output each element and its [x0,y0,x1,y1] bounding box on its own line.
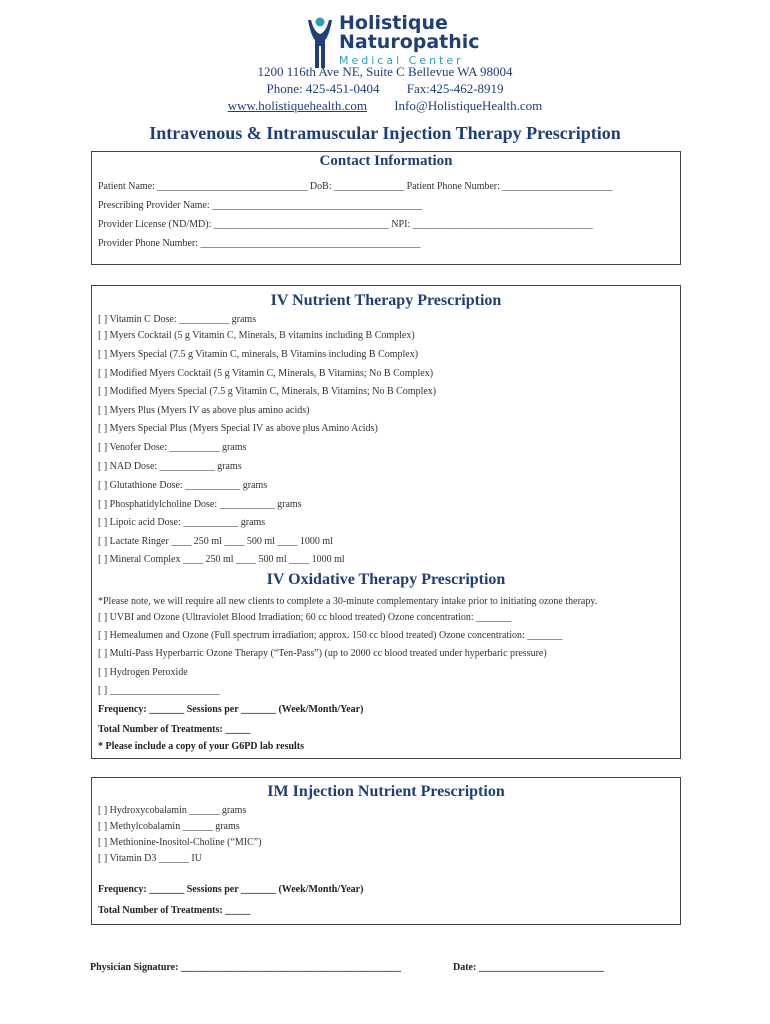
im-injection-heading: IM Injection Nutrient Prescription [267,783,505,800]
logo [305,12,480,70]
logo-title-line1: Holistique [339,12,448,34]
logo-subtitle: Medical Center [339,54,464,67]
iv-oxidative-heading: IV Oxidative Therapy Prescription [266,571,506,588]
ox-total-treatments[interactable]: Total Number of Treatments: _____ [98,724,251,735]
contact-information-box [91,151,681,265]
fax: Fax:425-462-8919 [406,81,504,96]
logo-figure-icon [305,16,335,70]
web-email-row [0,98,770,114]
g6pd-note: * Please include a copy of your G6PD lab results [98,741,305,752]
im-hydroxycobalamin[interactable]: [ ] Hydroxycobalamin ______ grams [98,805,247,816]
iv-nad[interactable]: [ ] NAD Dose: ___________ grams [98,461,242,472]
im-injection-box [91,777,681,925]
ox-uvbi-ozone[interactable]: [ ] UVBI and Ozone (Ultraviolet Blood Irradiation; 60 cc blood treated) Ozone concentration: _______ [98,612,512,623]
website-link[interactable]: www.holistiquehealth.com [227,98,367,113]
iv-lipoic-acid[interactable]: [ ] Lipoic acid Dose: ___________ grams [98,517,266,528]
iv-glutathione[interactable]: [ ] Glutathione Dose: ___________ grams [98,480,268,491]
iv-nutrient-heading: IV Nutrient Therapy Prescription [270,292,502,309]
im-total-treatments[interactable]: Total Number of Treatments: _____ [98,905,251,916]
iv-myers-cocktail[interactable]: [ ] Myers Cocktail (5 g Vitamin C, Minerals, B vitamins including B Complex) [98,330,415,341]
provider-phone-row[interactable]: Provider Phone Number: ____________________________________________ [98,238,421,249]
document-title: Intravenous & Intramuscular Injection Therapy Prescription [149,123,621,143]
iv-venofer[interactable]: [ ] Venofer Dose: __________ grams [98,442,247,453]
ox-hemealumen-ozone[interactable]: [ ] Hemealumen and Ozone (Full spectrum irradiation; approx. 150 cc blood treated) Ozone concentration: _______ [98,630,563,641]
physician-signature-field[interactable]: Physician Signature: ____________________________________________ [90,962,401,973]
iv-phosphatidylcholine[interactable]: [ ] Phosphatidylcholine Dose: ___________ grams [98,499,302,510]
ozone-intake-note: *Please note, we will require all new clients to complete a 30-minute complementary intake prior to initiating ozone therapy. [98,596,598,607]
ox-hydrogen-peroxide[interactable]: [ ] Hydrogen Peroxide [98,667,188,678]
iv-myers-special-plus[interactable]: [ ] Myers Special Plus (Myers Special IV as above plus Amino Acids) [98,423,378,434]
im-methylcobalamin[interactable]: [ ] Methylcobalamin ______ grams [98,821,240,832]
iv-myers-special[interactable]: [ ] Myers Special (7.5 g Vitamin C, minerals, B Vitamins including B Complex) [98,349,419,360]
im-vitamin-d3[interactable]: [ ] Vitamin D3 ______ IU [98,853,202,864]
ox-frequency[interactable]: Frequency: _______ Sessions per _______ (Week/Month/Year) [98,704,364,715]
patient-row[interactable]: Patient Name: ______________________________ DoB: ______________ Patient Phone Number: ______________________ [98,181,613,192]
address: 1200 116th Ave NE, Suite C Bellevue WA 98004 [257,64,513,79]
im-frequency[interactable]: Frequency: _______ Sessions per _______ (Week/Month/Year) [98,884,364,895]
date-field[interactable]: Date: _________________________ [453,962,604,973]
provider-name-row[interactable]: Prescribing Provider Name: __________________________________________ [98,200,423,211]
iv-myers-plus[interactable]: [ ] Myers Plus (Myers IV as above plus amino acids) [98,405,310,416]
license-npi-row[interactable]: Provider License (ND/MD): ___________________________________ NPI: ____________________________________ [98,219,593,230]
iv-vitamin-c[interactable]: [ ] Vitamin C Dose: __________ grams [98,314,257,325]
ox-other[interactable]: [ ] ______________________ [98,685,220,696]
phone-fax-row [0,81,770,97]
email: Info@HolistiqueHealth.com [394,98,543,113]
logo-title-line2: Naturopathic [339,31,480,53]
phone: Phone: 425-451-0404 [266,81,380,96]
contact-heading: Contact Information [319,153,453,169]
iv-modified-myers-special[interactable]: [ ] Modified Myers Special (7.5 g Vitamin C, Minerals, B Vitamins; No B Complex) [98,386,437,397]
iv-mineral-complex[interactable]: [ ] Mineral Complex ____ 250 ml ____ 500 ml ____ 1000 ml [98,554,345,565]
iv-lactate-ringer[interactable]: [ ] Lactate Ringer ____ 250 ml ____ 500 ml ____ 1000 ml [98,536,333,547]
im-mic[interactable]: [ ] Methionine-Inositol-Choline (“MIC”) [98,837,262,848]
ox-multi-pass[interactable]: [ ] Multi-Pass Hyperbarric Ozone Therapy (“Ten-Pass”) (up to 2000 cc blood treated under hyperbaric pressure) [98,648,547,659]
iv-modified-myers-cocktail[interactable]: [ ] Modified Myers Cocktail (5 g Vitamin C, Minerals, B Vitamins; No B Complex) [98,368,434,379]
iv-therapy-box [91,285,681,759]
